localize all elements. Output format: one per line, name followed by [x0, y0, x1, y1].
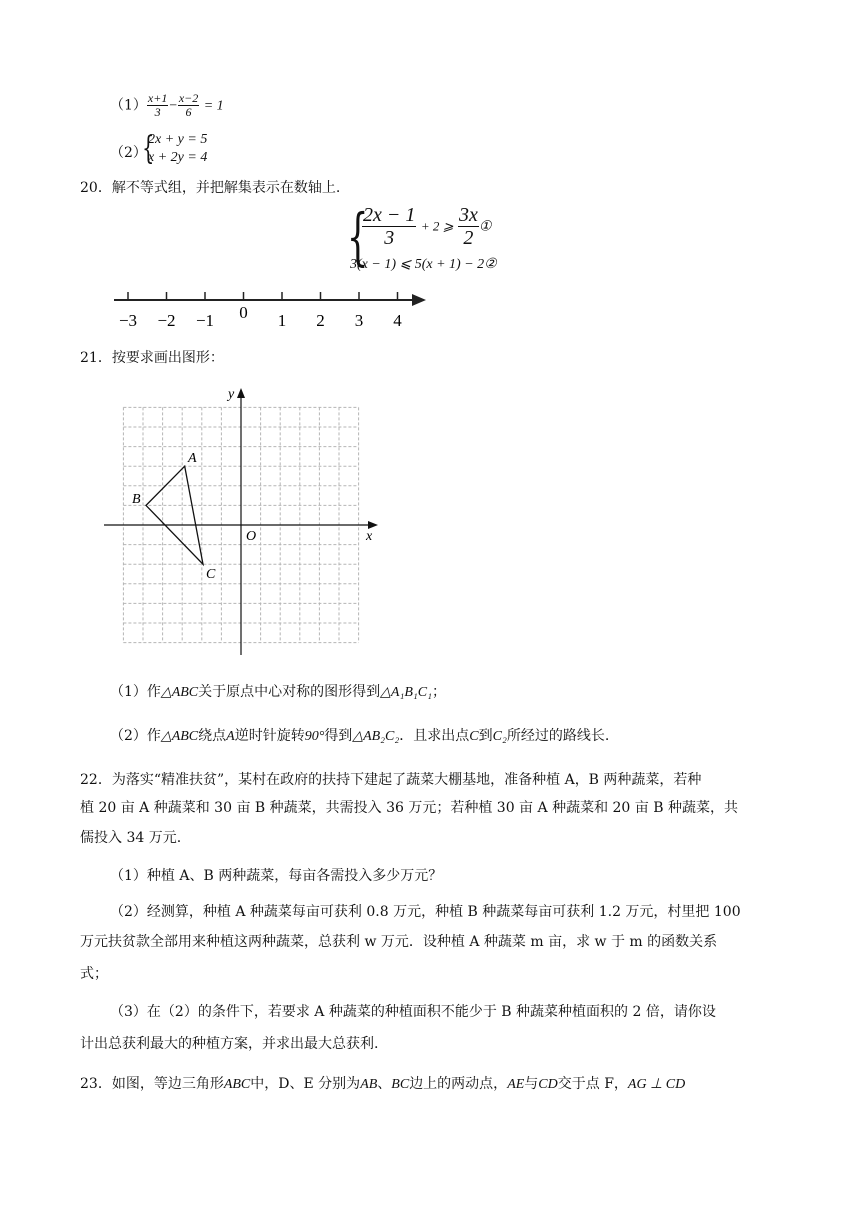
perpendicular-relation: AG ⊥ CD [627, 1077, 686, 1092]
text: 绕点 [198, 728, 227, 744]
fraction [178, 92, 199, 119]
number-line [100, 284, 440, 334]
triangle-name: △AB₂C₂ [352, 729, 400, 744]
y-axis-arrow-icon [237, 388, 245, 398]
q19-part1-label: （1） [110, 97, 147, 114]
fraction [458, 204, 479, 249]
segment-name: BC [391, 1077, 410, 1092]
q21-part1 [110, 682, 446, 703]
circle-mark-2: ② [484, 257, 497, 272]
point-label-a: A [188, 451, 197, 466]
numerator: 2x − 1 [363, 204, 416, 226]
minus-sign: − [168, 98, 178, 114]
coordinate-grid-figure [96, 380, 386, 660]
triangle-abc [146, 466, 203, 564]
inequality-1-mid: + 2 ⩾ [420, 218, 454, 234]
number-line-label: 2 [316, 311, 325, 330]
q22-part3-line-1: （3）在（2）的条件下，若要求 A 种蔬菜的种植面积不能少于 B 种蔬菜种植面积的 2 倍，请你设 [110, 1004, 716, 1020]
triangle-name: △A₁B₁C₁ [380, 685, 432, 700]
text: 逆时针旋转 [234, 728, 305, 744]
triangle-name: △ABC [160, 729, 199, 744]
x-axis-arrow-icon [368, 521, 378, 529]
denominator: 6 [185, 105, 192, 119]
system-equation-1: 2x + y = 5 [148, 132, 208, 147]
inequality-2-text: 3(x − 1) ⩽ 5(x + 1) − 2 [350, 257, 485, 272]
segment-name: AB [360, 1077, 378, 1092]
text: 交于点 F， [557, 1076, 628, 1092]
origin-label: O [246, 529, 257, 544]
inequality-2 [350, 256, 497, 273]
text: 与 [524, 1076, 539, 1092]
q22-part2-line-3: 式； [80, 966, 108, 982]
numerator: x+1 [147, 91, 168, 105]
q22-line-3: 儒投入 34 万元. [80, 830, 182, 846]
text: 中，D、E 分别为 [250, 1076, 361, 1092]
x-axis-label: x [366, 529, 373, 544]
q23-stem [80, 1074, 685, 1095]
text: （1）作 [110, 684, 161, 700]
number-line-label: −2 [157, 311, 176, 330]
text: 得到 [324, 728, 353, 744]
denominator: 2 [463, 227, 474, 249]
q20-stem: 20．解不等式组，并把解集表示在数轴上. [80, 180, 341, 196]
left-brace: { [346, 200, 369, 273]
number-line-label: −3 [118, 311, 138, 330]
q22-line-1: 22．为落实“精准扶贫”，某村在政府的扶持下建起了蔬菜大棚基地，准备种植 A，B 两种蔬菜，若种 [80, 772, 702, 788]
number-line-label: 4 [393, 311, 402, 330]
q21-part2 [110, 726, 609, 747]
q19-part1 [110, 92, 224, 119]
circle-mark-1: ① [478, 219, 492, 235]
point-label-c: C [206, 567, 216, 582]
denominator: 3 [384, 227, 395, 249]
triangle-name: △ABC [160, 685, 199, 700]
text: （2）作 [110, 728, 161, 744]
q22-part2-line-2: 万元扶贫款全部用来种植这两种蔬菜，总获利 w 万元．设种植 A 种蔬菜 m 亩，求 w 于 m 的函数关系 [80, 934, 718, 950]
text: 所经过的路线长. [506, 728, 610, 744]
system-equation-2: x + 2y = 4 [148, 150, 208, 165]
q21-stem: 21．按要求画出图形： [80, 350, 224, 366]
arrow-right-icon [412, 294, 426, 306]
point-label-b: B [132, 492, 141, 507]
q22-part2-line-1: （2）经测算，种植 A 种蔬菜每亩可获利 0.8 万元，种植 B 种蔬菜每亩可获利 1.2 万元，村里把 100 [110, 904, 741, 920]
q22-part3-line-2: 计出总获利最大的种植方案，并求出最大总获利. [80, 1036, 379, 1052]
point-name: A [226, 729, 235, 744]
segment-name: CD [538, 1077, 558, 1092]
segment-name: AE [507, 1077, 525, 1092]
text: 到 [478, 728, 493, 744]
denominator: 3 [154, 105, 161, 119]
text: 边上的两动点， [409, 1076, 508, 1092]
point-name: C₂ [492, 729, 507, 744]
text: ； [431, 684, 446, 700]
left-brace: { [142, 129, 155, 167]
inequality-1 [362, 204, 491, 249]
q19-part2-label: （2） [110, 145, 147, 161]
number-line-label: 1 [277, 311, 287, 330]
number-line-label: 0 [239, 303, 248, 322]
text: 、 [377, 1076, 392, 1092]
fraction [362, 204, 416, 249]
text: ．且求出点 [399, 728, 470, 744]
number-line-label: −1 [195, 311, 215, 330]
triangle-name: ABC [223, 1077, 251, 1092]
q22-line-2: 植 20 亩 A 种蔬菜和 30 亩 B 种蔬菜，共需投入 36 万元；若种植 30 亩 A 种蔬菜和 20 亩 B 种蔬菜，共 [80, 800, 738, 816]
numerator: 3x [458, 204, 478, 226]
equation-rhs: = 1 [203, 98, 224, 114]
numerator: x−2 [178, 91, 199, 105]
q22-part1: （1）种植 A、B 两种蔬菜，每亩各需投入多少万元？ [110, 868, 443, 884]
text: 关于原点中心对称的图形得到 [198, 684, 381, 700]
point-name: C [469, 729, 479, 744]
text: 23．如图，等边三角形 [80, 1076, 224, 1092]
angle-value: 90° [304, 729, 325, 744]
y-axis-label: y [228, 387, 235, 402]
number-line-label: 3 [354, 311, 364, 330]
q20-inequality-system [340, 200, 540, 276]
fraction [147, 92, 168, 119]
